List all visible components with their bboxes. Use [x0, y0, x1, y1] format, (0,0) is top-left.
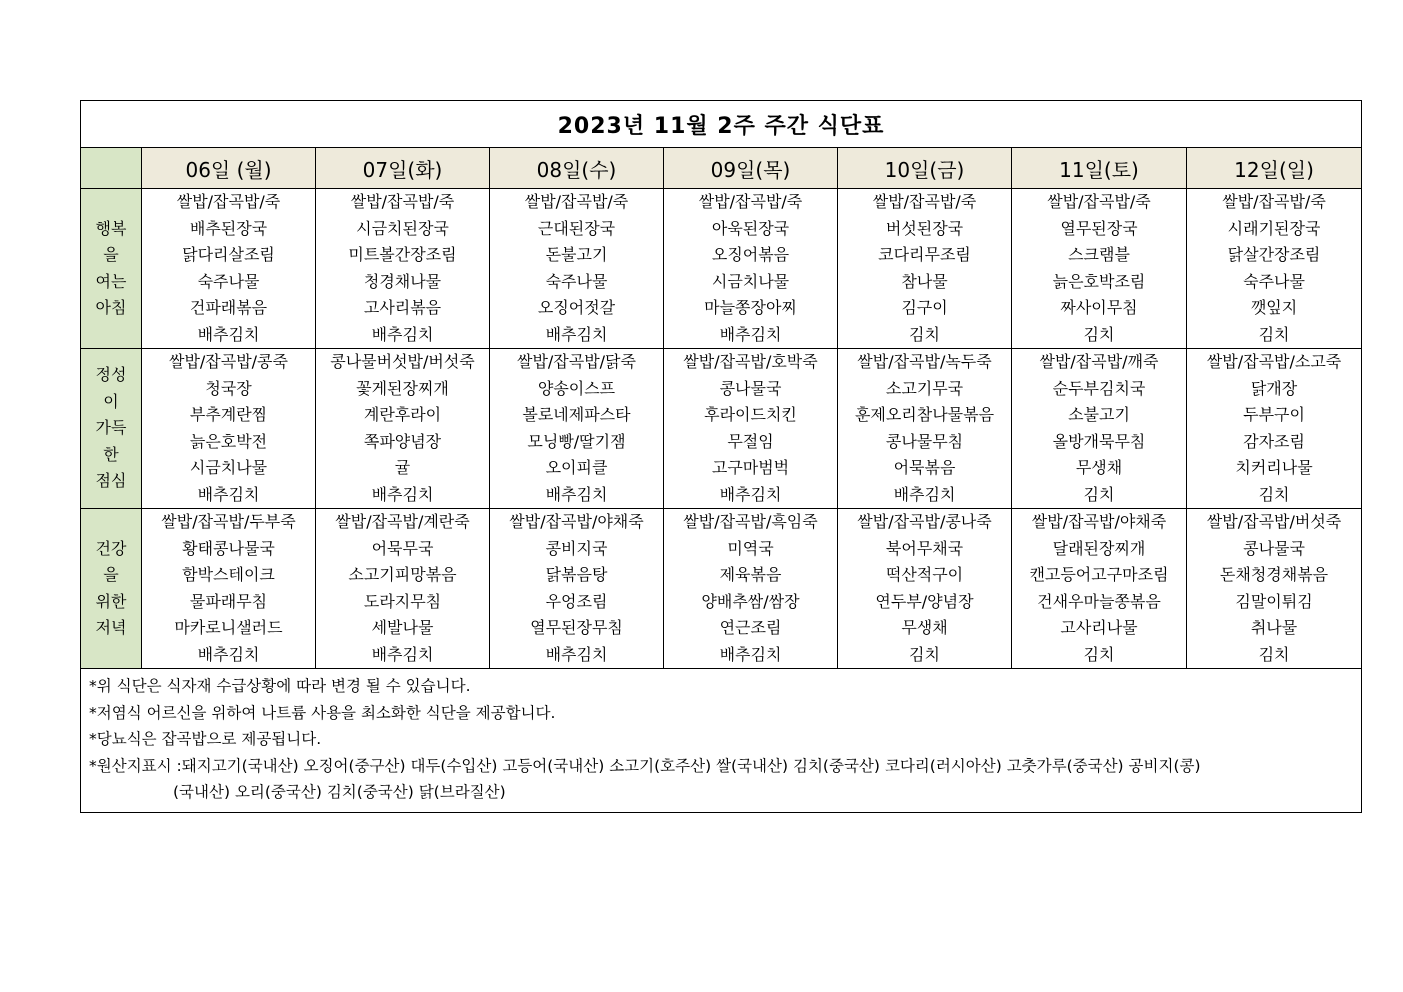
- menu-item: 오징어볶음: [711, 245, 790, 264]
- menu-item: 시래기된장국: [1227, 218, 1321, 238]
- menu-item: 김치: [1083, 644, 1115, 664]
- menu-item: 올방개묵무침: [1052, 431, 1146, 451]
- menu-table: [80, 100, 1362, 813]
- menu-item: 콩비지국: [545, 538, 608, 558]
- menu-item: 꽃게된장찌개: [356, 378, 449, 398]
- menu-item: 숙주나물: [197, 271, 260, 291]
- meal-cell: [1187, 189, 1362, 349]
- menu-item: 어묵볶음: [893, 458, 956, 477]
- corner-cell: [81, 148, 142, 189]
- menu-item: 무절임: [727, 431, 774, 451]
- menu-item: 무생채: [901, 618, 948, 637]
- menu-item: 김치: [909, 644, 940, 664]
- day-header: 07일(화): [316, 148, 490, 189]
- meal-cell: [490, 349, 664, 509]
- menu-item: 제육볶음: [719, 565, 782, 584]
- menu-item: 숙주나물: [1243, 271, 1305, 291]
- meal-cell: [1187, 349, 1362, 509]
- menu-item: 김말이튀김: [1235, 591, 1313, 611]
- meal-cell: [838, 509, 1012, 669]
- meal-cell: [316, 349, 490, 509]
- menu-item: 닭다리살조림: [182, 245, 275, 264]
- meal-label-line: 여는: [95, 271, 127, 291]
- note-line: *저염식 어르신을 위하여 나트륨 사용을 최소화한 식단을 제공합니다.: [89, 703, 556, 722]
- menu-item: 스크램블: [1068, 245, 1130, 264]
- menu-item: 어묵무국: [371, 538, 434, 558]
- menu-item: 세발나물: [371, 618, 434, 637]
- menu-item: 무생채: [1075, 458, 1123, 477]
- menu-item: 부추계란찜: [189, 405, 268, 424]
- menu-item: 돈채청경채볶음: [1219, 565, 1329, 584]
- menu-item: 코다리무조림: [878, 245, 971, 264]
- meal-cell: [1012, 189, 1187, 349]
- menu-item: 쌀밥/잡곡밥/흑임죽: [683, 512, 818, 531]
- menu-item: 배추김치: [197, 644, 260, 664]
- day-header: 08일(수): [490, 148, 664, 189]
- menu-item: 콩나물국: [719, 378, 782, 398]
- menu-item: 김치: [1258, 484, 1290, 504]
- meal-cell: [838, 349, 1012, 509]
- menu-item: 미트볼간장조림: [348, 245, 457, 264]
- menu-item: 열무된장무침: [530, 618, 623, 637]
- menu-item: 배추김치: [545, 644, 608, 664]
- menu-item: 귤: [394, 458, 411, 477]
- meal-label-line: 한: [103, 444, 119, 464]
- menu-item: 참나물: [901, 271, 948, 291]
- menu-item: 두부구이: [1243, 405, 1305, 424]
- menu-item: 쌀밥/잡곡밥/호박죽: [683, 352, 818, 371]
- menu-item: 후라이드치킨: [704, 405, 797, 424]
- menu-item: 김치: [909, 324, 940, 344]
- menu-item: 쌀밥/잡곡밥/콩나죽: [857, 512, 992, 531]
- menu-item: 건새우마늘쫑볶음: [1037, 591, 1161, 611]
- meal-label-line: 위한: [95, 591, 127, 611]
- menu-item: 쌀밥/잡곡밥/야채죽: [1031, 512, 1167, 531]
- menu-item: 볼로네제파스타: [522, 405, 631, 424]
- menu-item: 배추김치: [371, 644, 434, 664]
- menu-item: 쌀밥/잡곡밥/닭죽: [517, 352, 636, 371]
- menu-item: 콩나물국: [1243, 538, 1305, 558]
- menu-item: 열무된장국: [1060, 218, 1138, 238]
- menu-item: 돈불고기: [545, 245, 608, 264]
- note-line: *원산지표시 :돼지고기(국내산) 오징어(중구산) 대두(수입산) 고등어(국내산) 소고기(호주산) 쌀(국내산) 김치(중국산) 코다리(러시아산) 고춧가루(중국산) 공비지(콩): [89, 756, 1201, 775]
- menu-item: 감자조림: [1243, 431, 1305, 451]
- note-line: *위 식단은 식자재 수급상황에 따라 변경 될 수 있습니다.: [89, 677, 471, 695]
- day-header: 06일 (월): [142, 148, 316, 189]
- menu-item: 시금치된장국: [356, 218, 449, 238]
- note-line: (국내산) 오리(중국산) 김치(중국산) 닭(브라질산): [173, 783, 506, 801]
- menu-item: 아욱된장국: [711, 218, 790, 238]
- menu-item: 고사리볶음: [363, 298, 442, 317]
- menu-item: 쌀밥/잡곡밥/두부죽: [161, 512, 296, 531]
- menu-item: 닭개장: [1250, 378, 1298, 398]
- meal-cell: [664, 189, 838, 349]
- meal-cell: [1012, 509, 1187, 669]
- menu-item: 쌀밥/잡곡밥/죽: [1222, 192, 1326, 211]
- menu-item: 근대된장국: [537, 218, 616, 238]
- menu-item: 도라지무침: [363, 591, 442, 611]
- day-header: 12일(일): [1187, 148, 1362, 189]
- menu-item: 배추김치: [545, 324, 608, 344]
- menu-item: 닭볶음탕: [545, 565, 608, 584]
- menu-item: 짜사이무침: [1060, 298, 1138, 317]
- meal-cell: [490, 509, 664, 669]
- menu-item: 배추된장국: [189, 218, 268, 238]
- menu-item: 김치: [1258, 644, 1290, 664]
- menu-item: 김구이: [901, 298, 948, 317]
- menu-title: 2023년 11월 2주 주간 식단표: [81, 101, 1362, 148]
- day-header: 10일(금): [838, 148, 1012, 189]
- menu-item: 모닝빵/딸기잼: [527, 431, 626, 451]
- menu-item: 캔고등어고구마조림: [1029, 565, 1169, 584]
- meal-cell: [316, 189, 490, 349]
- menu-item: 콩나물무침: [885, 431, 964, 451]
- menu-item: 깻잎지: [1250, 298, 1298, 317]
- meal-cell: [142, 189, 316, 349]
- menu-item: 양송이스프: [537, 378, 616, 398]
- menu-item: 소불고기: [1068, 405, 1130, 424]
- menu-item: 물파래무침: [189, 591, 268, 611]
- menu-item: 쌀밥/잡곡밥/죽: [698, 192, 803, 211]
- meal-label-line: 건강: [95, 538, 127, 558]
- menu-item: 마카로니샐러드: [174, 618, 283, 637]
- menu-item: 김치: [1083, 484, 1115, 504]
- menu-item: 배추김치: [719, 324, 782, 344]
- menu-item: 훈제오리참나물볶음: [854, 405, 995, 424]
- menu-item: 쌀밥/잡곡밥/콩죽: [169, 352, 288, 371]
- menu-item: 쌀밥/잡곡밥/깨죽: [1039, 352, 1159, 371]
- menu-item: 배추김치: [719, 644, 782, 664]
- menu-item: 쌀밥/잡곡밥/계란죽: [335, 512, 470, 531]
- menu-item: 양배추쌈/쌈장: [701, 591, 800, 611]
- menu-item: 고구마범벅: [711, 458, 790, 477]
- menu-item: 배추김치: [893, 484, 956, 504]
- meal-label-line: 저녁: [95, 618, 127, 637]
- menu-item: 배추김치: [197, 484, 260, 504]
- meal-rows: [81, 189, 1362, 669]
- menu-item: 연근조림: [719, 618, 782, 637]
- meal-label: [81, 509, 142, 669]
- meal-cell: [142, 349, 316, 509]
- meal-label-line: 행복: [95, 218, 127, 238]
- menu-item: 배추김치: [719, 484, 782, 504]
- menu-item: 쌀밥/잡곡밥/죽: [176, 192, 281, 211]
- meal-cell: [1187, 509, 1362, 669]
- meal-label-line: 점심: [95, 471, 127, 491]
- notes: [81, 669, 1362, 813]
- menu-item: 배추김치: [197, 324, 260, 344]
- menu-item: 함박스테이크: [182, 565, 275, 584]
- meal-label-line: 을: [103, 245, 119, 264]
- menu-item: 쌀밥/잡곡밥/죽: [524, 192, 629, 211]
- menu-item: 계란후라이: [363, 405, 442, 424]
- menu-item: 늙은호박전: [189, 431, 268, 451]
- menu-item: 김치: [1083, 324, 1115, 344]
- meal-label-line: 아침: [95, 298, 127, 317]
- meal-cell: [316, 509, 490, 669]
- menu-item: 달래된장찌개: [1052, 538, 1146, 558]
- menu-item: 버섯된장국: [885, 218, 964, 238]
- meal-cell: [1012, 349, 1187, 509]
- day-header-row: [81, 148, 1362, 189]
- meal-cell: [664, 509, 838, 669]
- menu-item: 건파래볶음: [189, 298, 268, 317]
- meal-cell: [490, 189, 664, 349]
- menu-item: 배추김치: [545, 484, 608, 504]
- meal-label: [81, 189, 142, 349]
- menu-item: 김치: [1258, 324, 1290, 344]
- menu-item: 배추김치: [371, 484, 434, 504]
- menu-item: 배추김치: [371, 324, 434, 344]
- weekly-menu-sheet: [80, 100, 1361, 813]
- menu-item: 마늘쫑장아찌: [704, 298, 797, 317]
- menu-item: 떡산적구이: [885, 565, 964, 584]
- menu-item: 취나물: [1250, 618, 1298, 637]
- meal-row: [81, 509, 1362, 669]
- menu-item: 청국장: [205, 378, 252, 398]
- menu-item: 소고기무국: [885, 378, 964, 398]
- menu-item: 늙은호박조림: [1052, 271, 1146, 291]
- menu-item: 쌀밥/잡곡밥/죽: [1047, 192, 1151, 211]
- menu-item: 쌀밥/잡곡밥/죽: [350, 192, 455, 211]
- menu-item: 숙주나물: [545, 271, 608, 291]
- menu-item: 쌀밥/잡곡밥/녹두죽: [857, 352, 992, 371]
- menu-item: 미역국: [727, 538, 774, 558]
- meal-label-line: 가득: [95, 418, 127, 438]
- menu-item: 청경채나물: [363, 271, 442, 291]
- menu-item: 오징어젓갈: [537, 298, 616, 317]
- menu-item: 쌀밥/잡곡밥/소고죽: [1206, 352, 1342, 371]
- meal-row: [81, 189, 1362, 349]
- meal-cell: [838, 189, 1012, 349]
- meal-cell: [142, 509, 316, 669]
- meal-row: [81, 349, 1362, 509]
- menu-item: 닭살간장조림: [1227, 245, 1321, 264]
- note-line: *당뇨식은 잡곡밥으로 제공됩니다.: [89, 730, 322, 748]
- day-header: 09일(목): [664, 148, 838, 189]
- menu-item: 쌀밥/잡곡밥/죽: [872, 192, 977, 211]
- meal-label: [81, 349, 142, 509]
- menu-item: 치커리나물: [1235, 458, 1313, 477]
- menu-item: 순두부김치국: [1052, 378, 1146, 398]
- meal-label-line: 이: [103, 391, 119, 411]
- menu-item: 우엉조림: [545, 591, 608, 611]
- menu-item: 쪽파양념장: [363, 431, 442, 451]
- menu-item: 소고기피망볶음: [348, 565, 457, 584]
- menu-item: 시금치나물: [189, 458, 268, 477]
- meal-label-line: 을: [103, 565, 119, 584]
- menu-item: 쌀밥/잡곡밥/버섯죽: [1206, 512, 1342, 531]
- menu-item: 시금치나물: [711, 271, 790, 291]
- menu-item: 북어무채국: [885, 538, 964, 558]
- menu-item: 오이피클: [545, 458, 608, 477]
- meal-label-line: 정성: [95, 365, 127, 385]
- day-header: 11일(토): [1012, 148, 1187, 189]
- meal-cell: [664, 349, 838, 509]
- menu-item: 황태콩나물국: [182, 538, 275, 558]
- menu-item: 쌀밥/잡곡밥/야채죽: [509, 512, 644, 531]
- menu-item: 고사리나물: [1060, 618, 1138, 637]
- menu-item: 연두부/양념장: [875, 591, 974, 611]
- menu-item: 콩나물버섯밥/버섯죽: [330, 352, 475, 371]
